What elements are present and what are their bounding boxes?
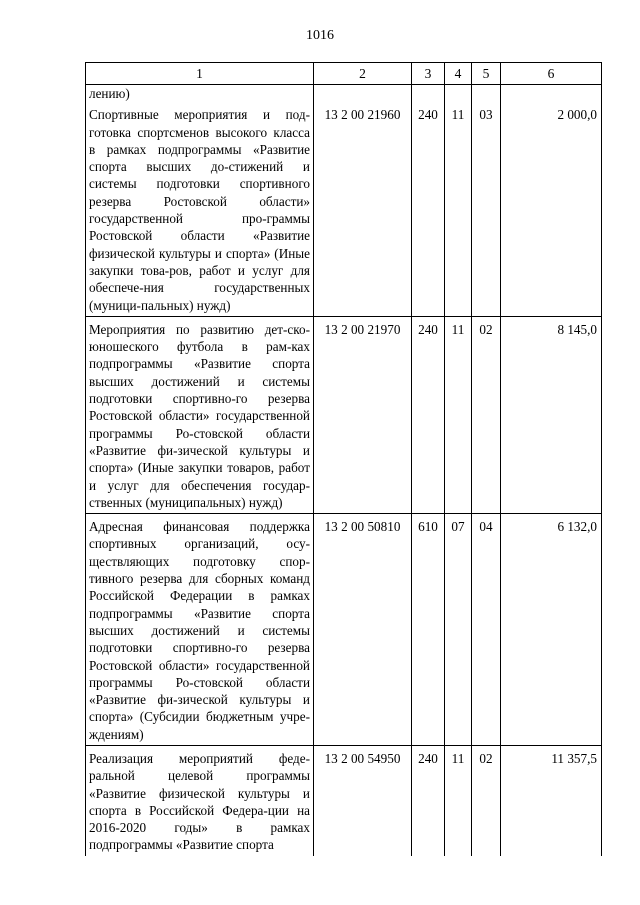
- subsection: 04: [472, 514, 501, 746]
- expense-type: 240: [412, 745, 445, 855]
- table-body: [86, 85, 602, 856]
- column-header-6: 6: [501, 63, 602, 85]
- item-name: Спортивные мероприятия и под-готовка спортсменов высокого класса в рамках подпрограммы «Развитие спорта высших до-стижений и системы подготовки спортивного резерва Ростовской области» государственной про-граммы Ростовской области «Развитие физической культуры и спорта» (Иные закупки това-ров, работ и услуг для обеспече-ния государственных (муници-пальных) нужд): [86, 102, 314, 316]
- column-header-3: 3: [412, 63, 445, 85]
- expense-type: 610: [412, 514, 445, 746]
- table-row: [86, 102, 602, 316]
- section: 11: [445, 102, 472, 316]
- amount: 6 132,0: [501, 514, 602, 746]
- section: 07: [445, 514, 472, 746]
- table-row: [86, 316, 602, 513]
- table-row: [86, 514, 602, 746]
- expense-type: 240: [412, 102, 445, 316]
- target-code: 13 2 00 21960: [314, 102, 412, 316]
- subsection: 02: [472, 316, 501, 513]
- target-code: 13 2 00 21970: [314, 316, 412, 513]
- subsection: 02: [472, 745, 501, 855]
- amount: 8 145,0: [501, 316, 602, 513]
- column-header-4: 4: [445, 63, 472, 85]
- column-header-1: 1: [86, 63, 314, 85]
- item-name: Реализация мероприятий феде-ральной целевой программы «Развитие физической культуры и спорта в Российской Федера-ции на 2016-2020 годы» в рамках подпрограммы «Развитие спорта: [86, 745, 314, 855]
- budget-table: [85, 62, 602, 856]
- expense-type: 240: [412, 316, 445, 513]
- header-row: [86, 63, 602, 85]
- amount: 2 000,0: [501, 102, 602, 316]
- column-header-5: 5: [472, 63, 501, 85]
- table-header: [86, 63, 602, 85]
- section: 11: [445, 316, 472, 513]
- section: 11: [445, 745, 472, 855]
- amount: 11 357,5: [501, 745, 602, 855]
- continuation-text: лению): [86, 85, 314, 103]
- page-number: 1016: [306, 28, 334, 43]
- target-code: 13 2 00 54950: [314, 745, 412, 855]
- column-header-2: 2: [314, 63, 412, 85]
- target-code: 13 2 00 50810: [314, 514, 412, 746]
- subsection: 03: [472, 102, 501, 316]
- item-name: Мероприятия по развитию дет-ско-юношеского футбола в рам-ках подпрограммы «Развитие спорта высших достижений и системы подготовки спортивно-го резерва Ростовской области» государственной программы Ро-стовской области «Развитие фи-зической культуры и спорта» (Иные закупки товаров, работ и услуг для обеспечения государ-ственных (муниципальных) нужд): [86, 316, 314, 513]
- continuation-row: [86, 85, 602, 103]
- item-name: Адресная финансовая поддержка спортивных организаций, осу-ществляющих подготовку спор-тивного резерва для сборных команд Российской Федерации в рамках подпрограммы «Развитие спорта высших достижений и системы подготовки спортивно-го резерва Ростовской области» государственной программы Ро-стовской области «Развитие фи-зической культуры и спорта» (Субсидии бюджетным учре-ждениям): [86, 514, 314, 746]
- table-row: [86, 745, 602, 855]
